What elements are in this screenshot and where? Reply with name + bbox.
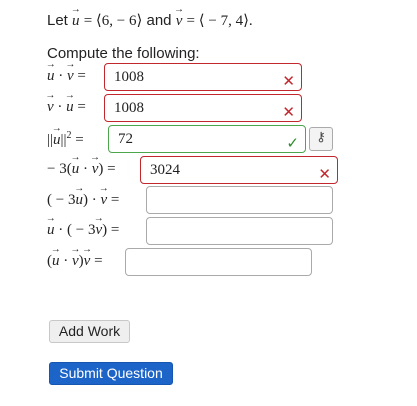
label-v-dot-u: → v · → u = (47, 99, 86, 116)
problem-statement: Let → u = ⟨6, − 6⟩ and → v = ⟨ − 7, 4⟩. (47, 11, 253, 30)
instruction-text: Compute the following: (47, 45, 200, 62)
check-icon: ✓ (286, 134, 299, 152)
add-work-button[interactable]: Add Work (49, 320, 130, 343)
label-neg3-u-dot-v: − 3(→ u · → v) = (47, 161, 116, 178)
key-icon[interactable]: ⚷ (309, 127, 333, 151)
answer-v-dot-u[interactable]: 1008 ✕ (104, 94, 302, 122)
answer-neg3-u-dot-v[interactable]: 3024 ✕ (140, 156, 338, 184)
answer-norm-u-squared[interactable]: 72 ✓ (108, 125, 306, 153)
answer-neg3u-dot-v[interactable] (146, 186, 333, 214)
v-definition: = ⟨ − 7, 4⟩. (186, 13, 253, 29)
x-icon: ✕ (282, 103, 295, 121)
answer-u-dot-neg3v[interactable] (146, 217, 333, 245)
label-neg3u-dot-v: ( − 3→ u) · → v = (47, 192, 119, 209)
label-u-dot-v-times-v: (→ u · → v)→ v = (47, 253, 103, 270)
intro-let: Let (47, 12, 68, 29)
submit-question-button[interactable]: Submit Question (49, 362, 173, 385)
x-icon: ✕ (282, 72, 295, 90)
label-u-dot-neg3v: → u · ( − 3→ v) = (47, 222, 119, 239)
x-icon: ✕ (318, 165, 331, 183)
u-definition: = ⟨6, − 6⟩ (83, 13, 143, 29)
answer-u-dot-v[interactable]: 1008 ✕ (104, 63, 302, 91)
intro-and: and (146, 12, 172, 29)
answer-u-dot-v-times-v[interactable] (125, 248, 312, 276)
label-u-dot-v: → u · → v = (47, 68, 86, 85)
label-norm-u-squared: ||→ $u||^2$ = (47, 130, 84, 149)
